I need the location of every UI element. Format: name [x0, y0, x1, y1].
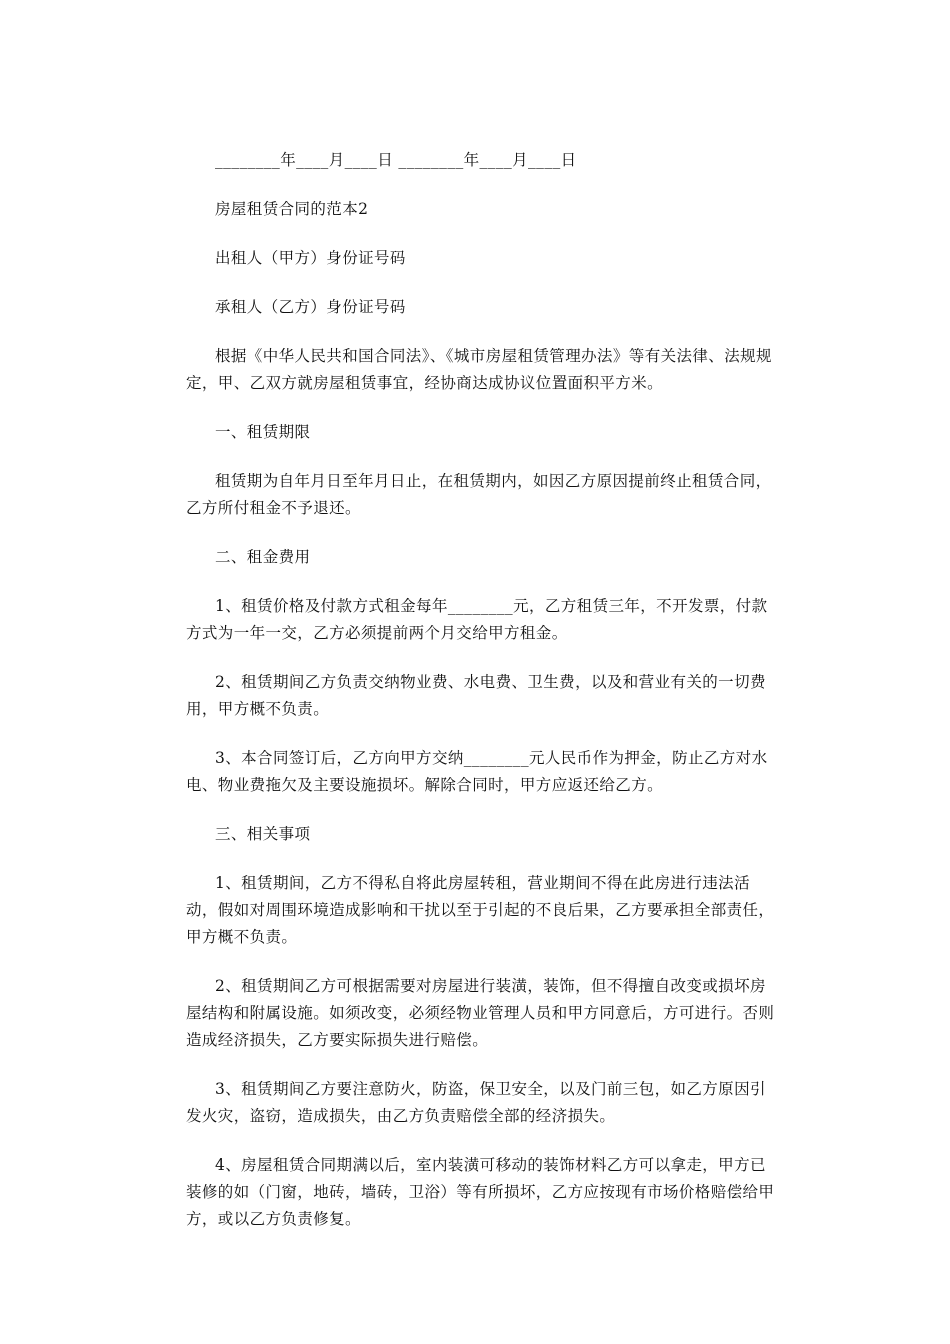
matters-clause-1: 1、租赁期间，乙方不得私自将此房屋转租，营业期间不得在此房进行违法活动，假如对周围环境造成影响和干扰以至于引起的不良后果，乙方要承担全部责任，甲方概不负责。: [186, 874, 775, 946]
contract-title: 房屋租赁合同的范本2: [215, 200, 369, 218]
date-line: ________年____月____日 ________年____月____日: [215, 151, 577, 169]
section-heading-rent: 二、租金费用: [215, 548, 311, 566]
lessor-line: 出租人（甲方）身份证号码: [215, 249, 406, 267]
preamble-paragraph: 根据《中华人民共和国合同法》、《城市房屋租赁管理办法》等有关法律、法规规定，甲、乙双方就房屋租赁事宜，经协商达成协议位置面积平方米。: [186, 347, 772, 392]
matters-clause-4: 4、房屋租赁合同期满以后，室内装潢可移动的装饰材料乙方可以拿走，甲方已装修的如（门窗，地砖，墙砖，卫浴）等有所损坏，乙方应按现有市场价格赔偿给甲方，或以乙方负责修复。: [186, 1156, 775, 1228]
rent-clause-3: 3、本合同签订后，乙方向甲方交纳________元人民币作为押金，防止乙方对水电、物业费拖欠及主要设施损坏。解除合同时，甲方应返还给乙方。: [186, 749, 768, 794]
rent-clause-2: 2、租赁期间乙方负责交纳物业费、水电费、卫生费，以及和营业有关的一切费用，甲方概不负责。: [186, 673, 766, 718]
section-heading-lease-term: 一、租赁期限: [215, 423, 311, 441]
lease-term-paragraph: 租赁期为自年月日至年月日止，在租赁期内，如因乙方原因提前终止租赁合同，乙方所付租金不予退还。: [186, 472, 772, 517]
matters-clause-2: 2、租赁期间乙方可根据需要对房屋进行装潢，装饰，但不得擅自改变或损坏房屋结构和附属设施。如须改变，必须经物业管理人员和甲方同意后，方可进行。否则造成经济损失，乙方要实际损失进行赔偿。: [186, 977, 775, 1049]
matters-clause-3: 3、租赁期间乙方要注意防火，防盗，保卫安全，以及门前三包，如乙方原因引发火灾，盗窃，造成损失，由乙方负责赔偿全部的经济损失。: [186, 1080, 766, 1125]
document-body: [186, 147, 776, 1255]
rent-clause-1: 1、租赁价格及付款方式租金每年________元，乙方租赁三年，不开发票，付款方式为一年一交，乙方必须提前两个月交给甲方租金。: [186, 597, 768, 642]
section-heading-matters: 三、相关事项: [215, 825, 311, 843]
lessee-line: 承租人（乙方）身份证号码: [215, 298, 406, 316]
